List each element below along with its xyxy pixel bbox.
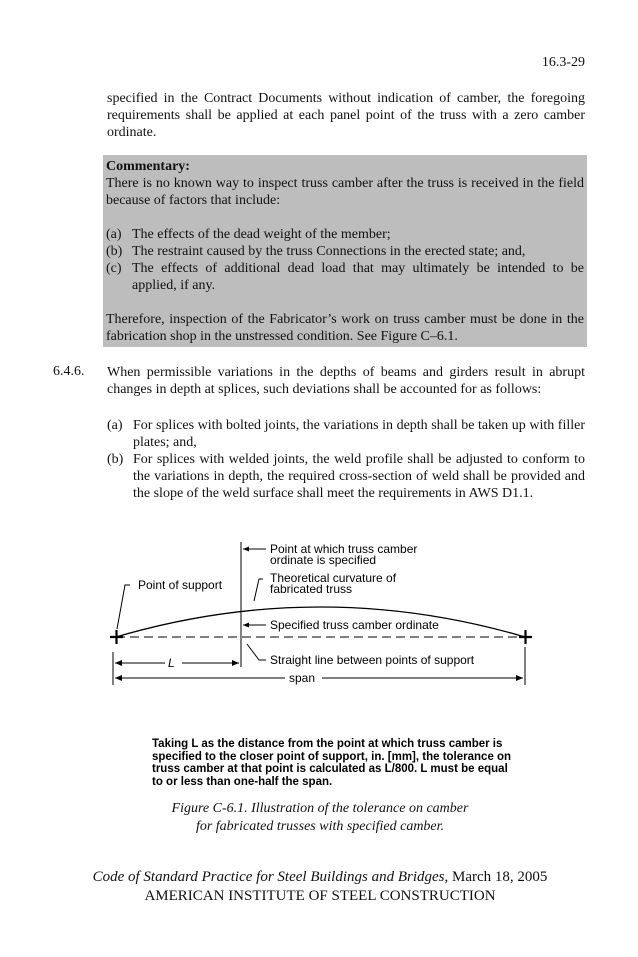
list-item — [107, 451, 585, 502]
footer-org: AMERICAN INSTITUTE OF STEEL CONSTRUCTION — [144, 888, 496, 904]
label-curvature: Theoretical curvature of — [270, 571, 397, 585]
figure-caption — [150, 800, 490, 836]
leader-curvature — [254, 579, 263, 601]
caption-line: Figure C-6.1. Illustration of the tolerance on camber — [171, 801, 469, 816]
support-right-icon — [519, 630, 532, 644]
item-text: For splices with bolted joints, the variations in depth shall be taken up with filler plates; and, — [133, 418, 585, 450]
label-point-of-support: Point of support — [138, 578, 223, 592]
label-specified-ordinate: Specified truss camber ordinate — [270, 618, 439, 632]
item-text: The effects of additional dead load that may ultimately be intended to be applied, if any. — [132, 261, 584, 293]
intro-paragraph: specified in the Contract Documents without indication of camber, the foregoing requirements shall be applied at each panel point of the truss with a zero camber ordinate. — [107, 91, 585, 140]
span-label: span — [289, 671, 316, 685]
label-point-ordinate-2: ordinate is specified — [270, 553, 377, 567]
item-text: The restraint caused by the truss Connections in the erected state; and, — [132, 244, 526, 259]
commentary-conclusion: Therefore, inspection of the Fabricator’s work on truss camber must be done in the fabrication shop in the unstressed condition. See Figure C–6.1. — [106, 312, 584, 344]
list-item — [107, 417, 585, 451]
list-item — [106, 243, 584, 260]
page-footer — [60, 868, 580, 906]
commentary-list — [106, 226, 584, 294]
item-label: (a) — [107, 418, 123, 433]
support-left-icon — [110, 630, 123, 644]
leader-support — [117, 585, 130, 629]
list-item — [106, 260, 584, 294]
commentary-body: There is no known way to inspect truss camber after the truss is received in the field because of factors that include: — [106, 176, 584, 208]
caption-line: for fabricated trusses with specified camber. — [195, 819, 445, 834]
label-straight-line: Straight line between points of support — [270, 653, 475, 667]
label-point-ordinate: Point at which truss camber — [270, 542, 418, 556]
item-label: (b) — [106, 244, 123, 259]
leader-arrow-icon — [243, 547, 249, 552]
figure-note: Taking L as the distance from the point at which truss camber is specified to the closer point of support, in. [mm], the tolerance on truss camber at that point is calculated as L/800. L must be equal to or less than one-half the span. — [152, 738, 512, 788]
section-number: 6.4.6. — [53, 364, 85, 379]
l-label: L — [168, 656, 175, 670]
commentary-heading: Commentary: — [106, 159, 190, 174]
section-list — [107, 417, 585, 502]
item-label: (b) — [107, 452, 124, 467]
section-text: When permissible variations in the depths of beams and girders result in abrupt changes in depth at splices, such deviations shall be accounted for as follows: — [107, 365, 585, 397]
footer-date: , March 18, 2005 — [444, 869, 548, 885]
label-curvature-2: fabricated truss — [270, 582, 353, 596]
item-text: For splices with welded joints, the weld profile shall be adjusted to conform to the variations in depth, the required cross-section of weld shall be provided and the slope of the weld surface shall meet the requirements in AWS D1.1. — [133, 452, 585, 501]
leader-arrow-icon — [243, 623, 249, 628]
list-item — [106, 226, 584, 243]
commentary-box — [103, 155, 587, 347]
item-label: (a) — [106, 227, 122, 242]
leader-straight — [247, 644, 266, 660]
camber-diagram — [100, 537, 550, 697]
item-label: (c) — [106, 261, 122, 276]
page-number: 16.3-29 — [541, 55, 585, 70]
footer-citation: Code of Standard Practice for Steel Buildings and Bridges — [92, 869, 445, 885]
item-text: The effects of the dead weight of the member; — [132, 227, 391, 242]
